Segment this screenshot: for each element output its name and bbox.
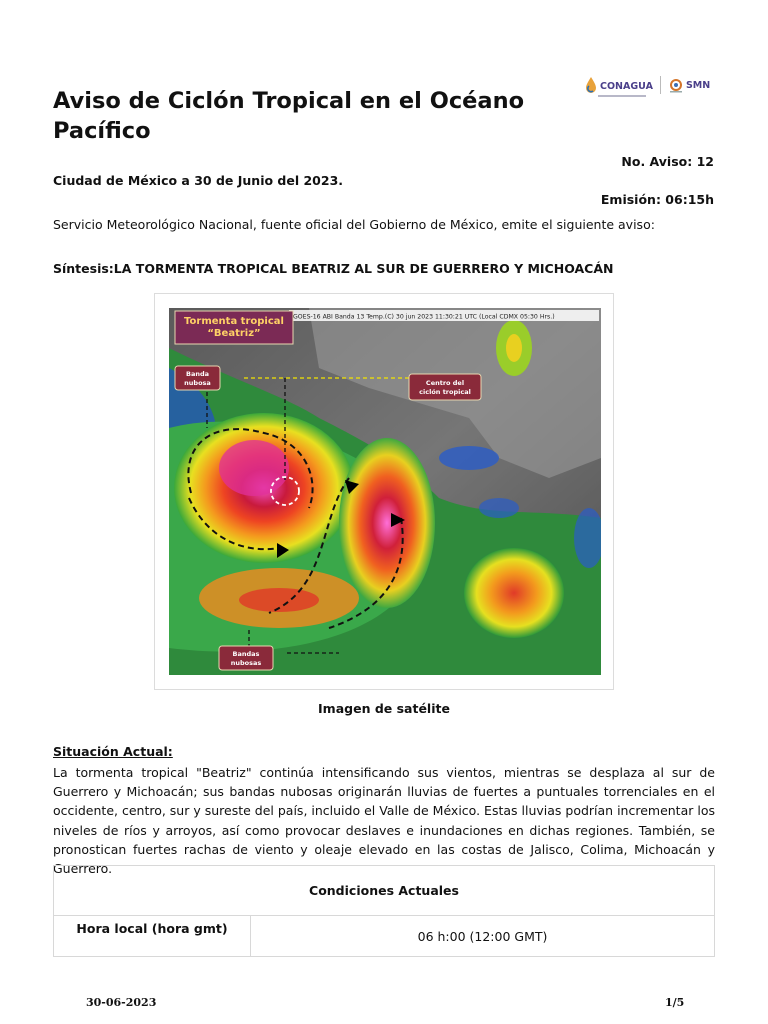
page-title: Aviso de Ciclón Tropical en el Océano Pacífico — [53, 88, 525, 144]
label-centro-line2: ciclón tropical — [419, 388, 471, 396]
aviso-number: No. Aviso: 12 — [621, 154, 714, 169]
smn-emblem-icon — [668, 76, 684, 94]
storm-label-line1: Tormenta tropical — [184, 316, 284, 327]
label-bandas-nubosas-line2: nubosas — [230, 659, 262, 667]
label-banda-nubosa-line2: nubosa — [184, 379, 211, 387]
smn-logo-text: SMN — [685, 79, 711, 91]
conagua-logo-text: CONAGUA — [600, 80, 653, 92]
conditions-header: Condiciones Actuales — [54, 866, 715, 916]
intro-text: Servicio Meteorológico Nacional, fuente oficial del Gobierno de México, emite el siguiente aviso: — [53, 217, 655, 232]
conditions-table — [53, 865, 715, 957]
label-banda-nubosa-line1: Banda — [185, 370, 210, 378]
conagua-logo — [584, 74, 653, 97]
satellite-image — [169, 308, 601, 675]
water-drop-icon — [584, 76, 598, 94]
table-row — [54, 916, 715, 957]
footer-page-number: 1/5 — [665, 996, 685, 1009]
situation-text: La tormenta tropical "Beatriz" continúa intensificando sus vientos, mientras se desplaza al sur de Guerrero y Michoacán; sus bandas nubosas originarán lluvias de fuertes a puntuales torrenciales en el occidente, centro, sur y sureste del país, incluido el Valle de México. Estas lluvias podrían incrementar los niveles de ríos y arroyos, así como provocar deslaves e inundaciones en dichas regiones. También, se pronostican fuertes rachas de viento y oleaje elevado en las costas de Jalisco, Colima, Michoacán y Guerrero. — [53, 765, 715, 877]
issue-time: Emisión: 06:15h — [600, 192, 714, 207]
storm-label-line2: “Beatriz” — [207, 328, 261, 339]
header-logos — [584, 74, 710, 96]
synopsis: Síntesis:LA TORMENTA TROPICAL BEATRIZ AL SUR DE GUERRERO Y MICHOACÁN — [53, 261, 614, 276]
label-bandas-nubosas-line1: Bandas — [232, 650, 260, 658]
label-centro-line1: Centro del — [425, 379, 465, 387]
smn-logo — [668, 76, 710, 94]
table-cell-key: Hora local (hora gmt) — [54, 916, 251, 957]
satellite-image-frame — [154, 293, 614, 690]
image-caption: Imagen de satélite — [318, 701, 450, 716]
situation-heading: Situación Actual: — [53, 744, 173, 759]
image-header-text: GOES-16 ABI Banda 13 Temp.(C) 30 jun 2023 11:30:21 UTC (Local CDMX 05:30 Hrs.) — [293, 313, 555, 321]
logo-divider — [660, 76, 661, 94]
issue-date: Ciudad de México a 30 de Junio del 2023. — [53, 173, 344, 188]
footer-date: 30-06-2023 — [86, 996, 157, 1009]
table-cell-value: 06 h:00 (12:00 GMT) — [251, 916, 715, 957]
